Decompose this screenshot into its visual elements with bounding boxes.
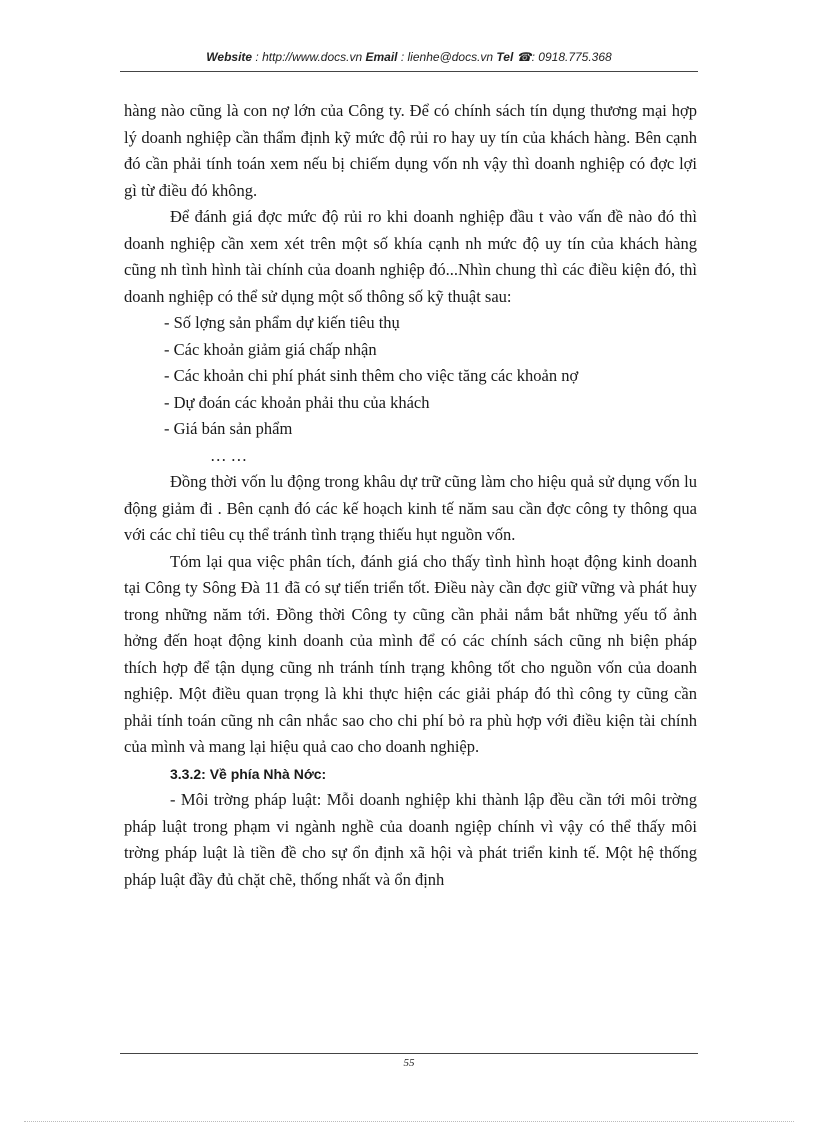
header-divider [120, 71, 698, 72]
page-number: 55 [403, 1057, 415, 1069]
telephone-icon: ☎ [516, 50, 532, 64]
email-value: : lienhe@docs.vn [400, 50, 494, 64]
website-value: : http://www.docs.vn [255, 50, 363, 64]
paragraph-3: Đồng thời vốn lu động trong khâu dự trữ cũng làm cho hiệu quả sử dụng vốn lu động giảm đi . Bên cạnh đó các kế hoạch kinh tế năm sau cần đợc công ty thông qua với các chỉ tiêu cụ thể tránh tình trạng thiếu hụt nguồn vốn. [124, 472, 697, 544]
paragraph-5: - Môi trờng pháp luật: Mỗi doanh nghiệp khi thành lập đều cần tới môi trờng pháp luật trong phạm vi ngành nghề của doanh ngiệp chính vì vậy có thể thấy môi trờng pháp luật là tiền đề cho sự ổn định xã hội và phát triển kinh tế. Một hệ thống pháp luật đầy đủ chặt chẽ, thống nhất và ổn định [124, 790, 697, 889]
footer-divider [120, 1053, 698, 1054]
website-label: Website [206, 50, 253, 64]
list-item: - Các khoản giảm giá chấp nhận [164, 339, 377, 359]
list-item: - Dự đoán các khoản phải thu của khách [164, 392, 430, 412]
list-item: - Số lợng sản phẩm dự kiến tiêu thụ [164, 313, 400, 332]
paragraph-4: Tóm lại qua việc phân tích, đánh giá cho thấy tình hình hoạt động kinh doanh tại Công ty Sông Đà 11 đã có sự tiến triển tốt. Điều này cần đợc giữ vững và phát huy trong những năm tới. Đồng thời Công ty cũng cần phải nắm bắt những yếu tố ảnh hởng đến hoạt động kinh doanh của mình để có các chính sách cũng nh biện pháp thích hợp để tận dụng cũng nh tránh tính trạng không tốt cho nguồn vốn của doanh nghiệp. Một điều quan trọng là khi thực hiện các giải pháp đó thì công ty cũng cần phải tính toán cũng nh cân nhắc sao cho chi phí bỏ ra phù hợp với điều kiện tài chính của mình và mang lại hiệu quả cao cho doanh nghiệp. [124, 551, 697, 756]
paragraph-1: hàng nào cũng là con nợ lớn của Công ty. Để có chính sách tín dụng thương mại hợp lý doanh nghiệp cần thẩm định kỹ mức độ rủi ro hay uy tín của khách hàng. Bên cạnh đó cần phải tính toán xem nếu bị chiếm dụng vốn nh vậy thì doanh nghiệp có đợc lợi gì từ điều đó không. [124, 101, 697, 200]
email-label: Email [365, 50, 398, 64]
list-item: - Giá bán sản phẩm [164, 419, 293, 438]
tel-value: : 0918.775.368 [531, 50, 612, 64]
list-item: - Các khoản chi phí phát sinh thêm cho việc tăng các khoản nợ [164, 366, 579, 385]
paragraph-2: Để đánh giá đợc mức độ rủi ro khi doanh nghiệp đầu t vào vấn đề nào đó thì doanh nghiệp cần xem xét trên một số khía cạnh nh mức độ uy tín của khách hàng cũng nh tình hình tài chính của doanh nghiệp đó...Nhìn chung thì các điều kiện đó, thì doanh nghiệp có thể sử dụng một số thông số kỹ thuật sau: [124, 207, 697, 306]
section-heading: 3.3.2: Về phía Nhà Nớc: [170, 765, 327, 782]
page-header [120, 50, 698, 64]
list-ellipsis: … … [210, 445, 248, 465]
tel-label: Tel [496, 50, 514, 64]
document-body [124, 98, 697, 893]
page-bottom-border [24, 1121, 794, 1122]
